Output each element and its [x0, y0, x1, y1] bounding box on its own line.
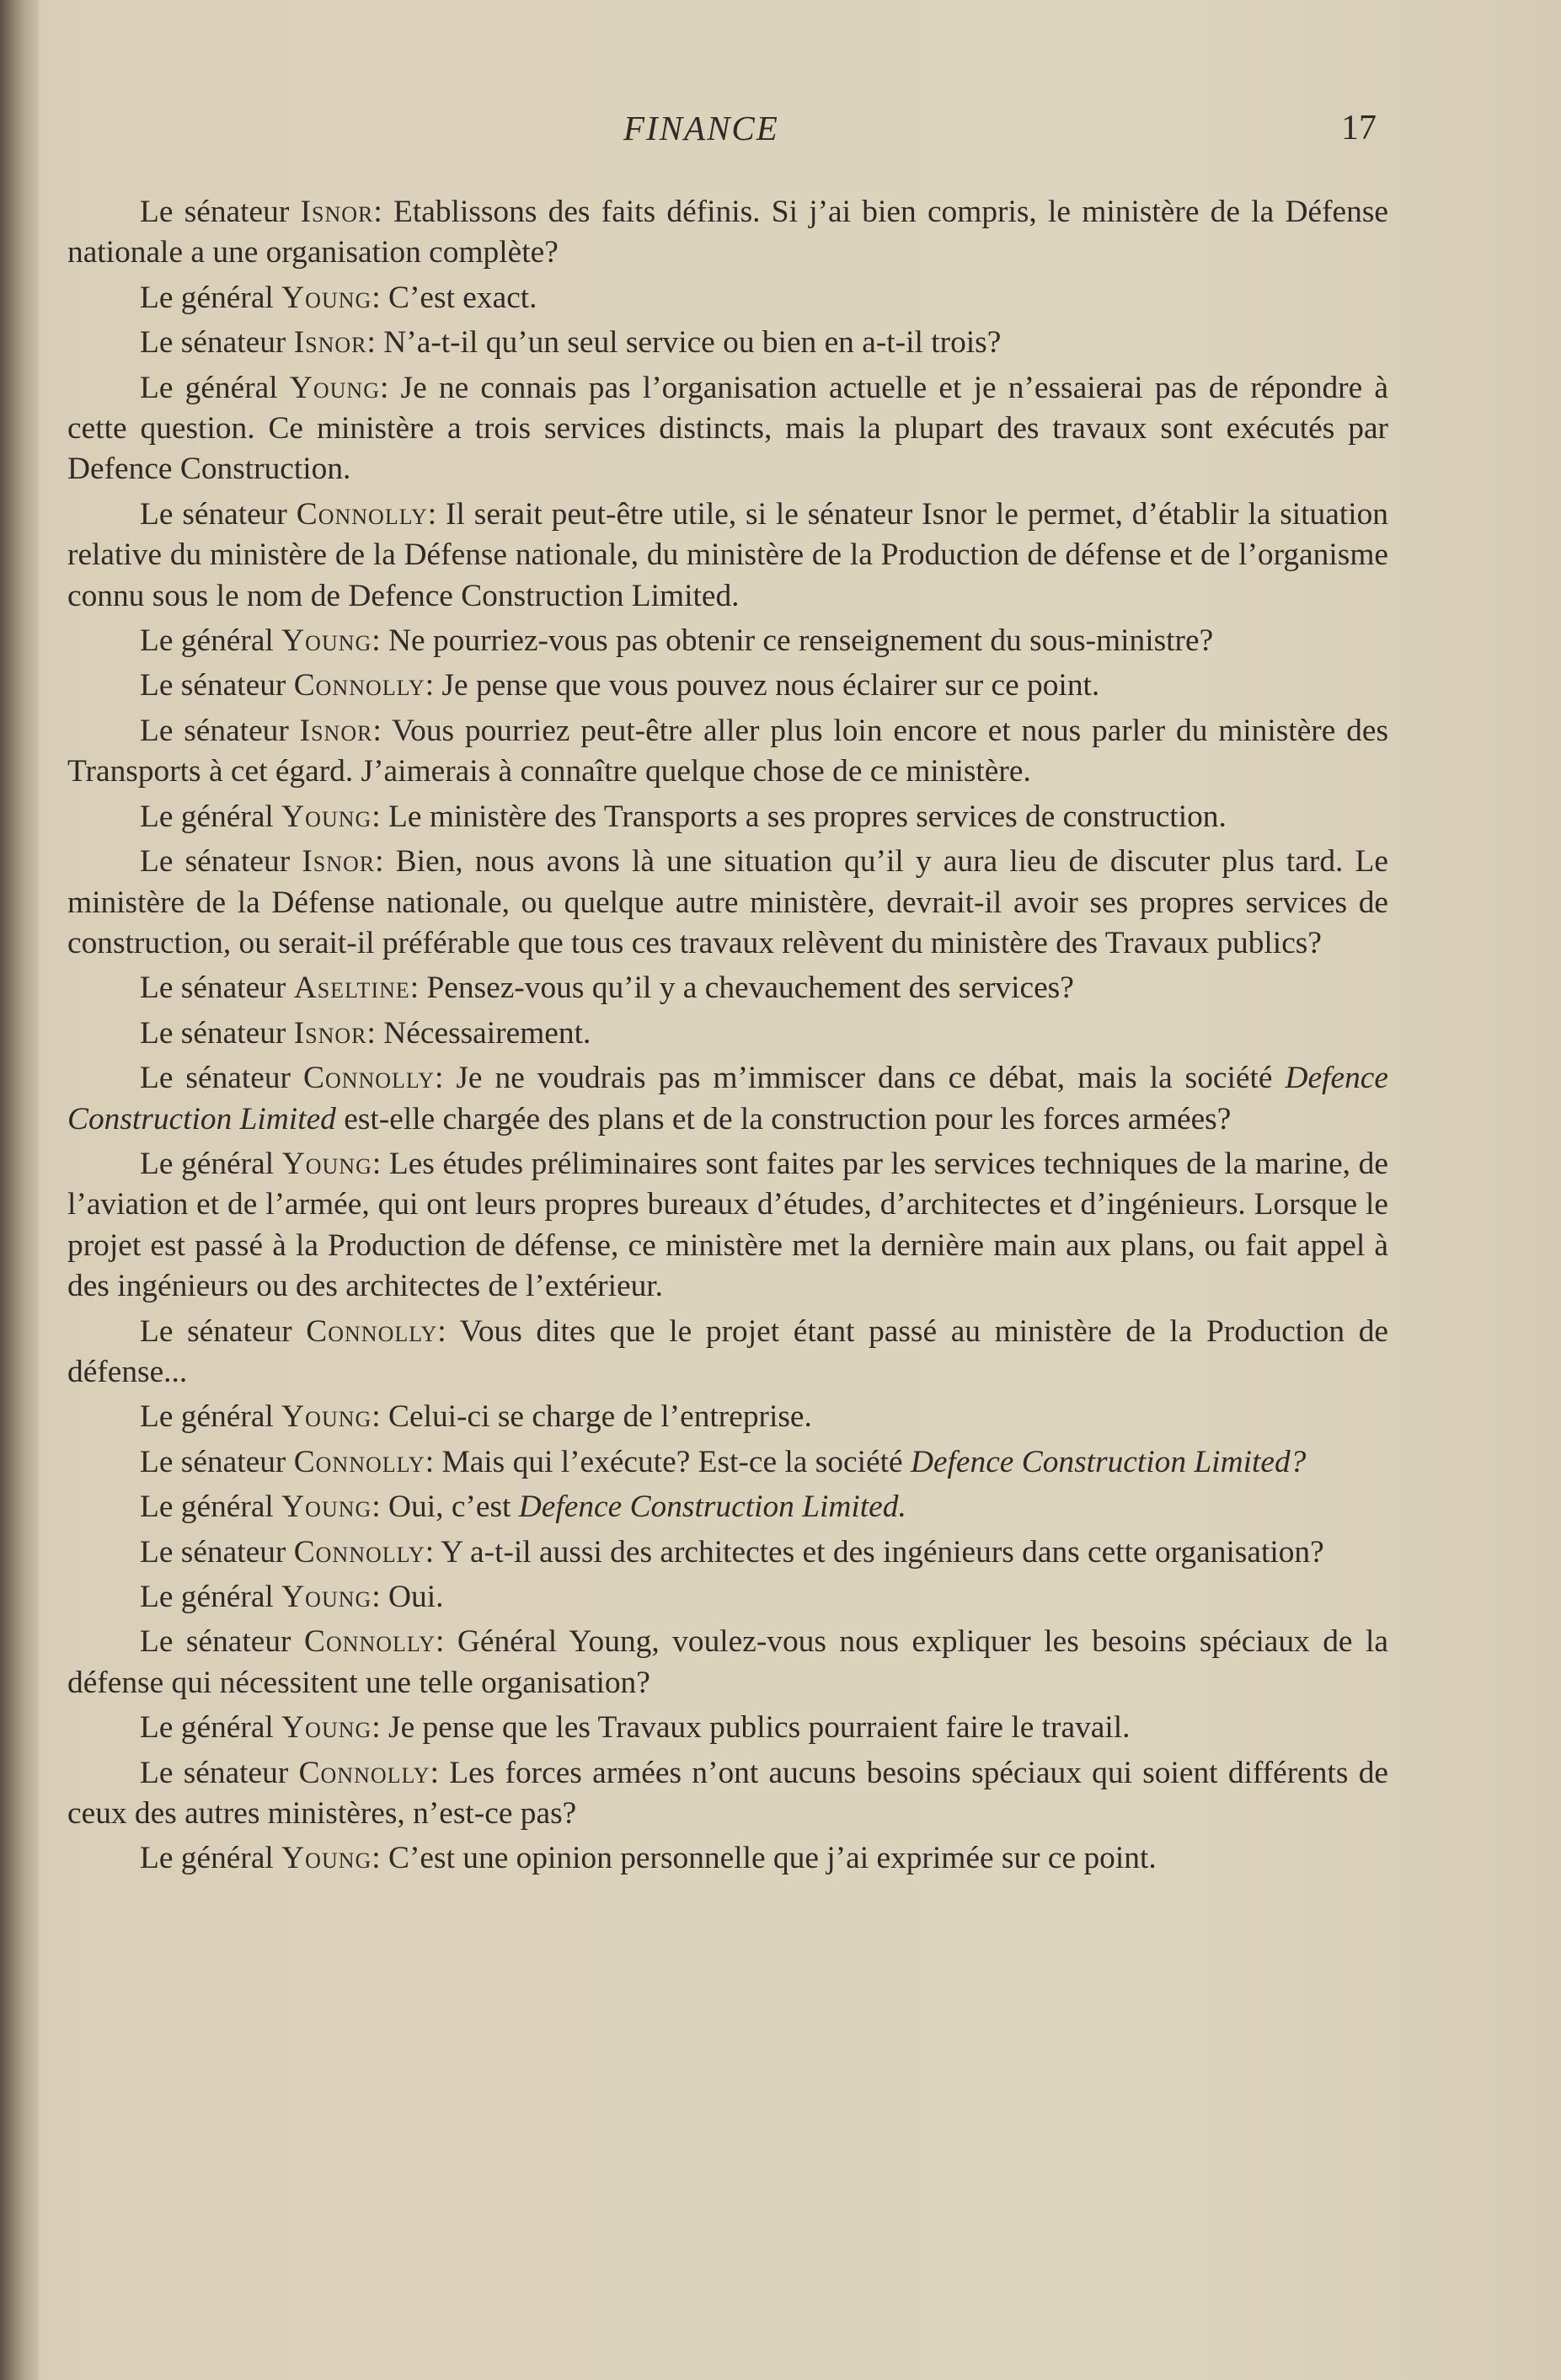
speaker-name: Young — [281, 1490, 372, 1525]
transcript-paragraph: Le sénateur Connolly: Je ne voudrais pas m’immiscer dans ce débat, mais la société Defence Construction Limited est-elle chargée des plans et de la construction pour les forces armées? — [67, 1061, 1388, 1137]
page-number: 17 — [1341, 109, 1377, 147]
speaker-name: Young — [289, 370, 380, 405]
running-header — [0, 108, 1561, 158]
speaker-name: Isnor — [293, 1015, 367, 1051]
transcript-paragraph: Le sénateur Connolly: Y a-t-il aussi des architectes et des ingénieurs dans cette organisation? — [140, 1534, 1324, 1570]
speaker-name: Young — [281, 280, 372, 315]
speaker-name: Young — [281, 1841, 372, 1876]
transcript-paragraph: Le général Young: Les études préliminaires sont faites par les services techniques de la marine, de l’aviation et de l’armée, qui ont leurs propres bureaux d’études, d’architectes et d’ingénieurs. Lorsque le projet est passé à la Production de défense, ce ministère met la dernière main aux plans, ou fait appel à des ingénieurs ou des architectes de l’extérieur. — [67, 1146, 1388, 1304]
transcript-paragraph: Le général Young: Celui-ci se charge de l’entreprise. — [140, 1399, 812, 1435]
speaker-name: Young — [281, 1146, 372, 1181]
transcript-paragraph: Le général Young: Ne pourriez-vous pas obtenir ce renseignement du sous-ministre? — [140, 623, 1214, 659]
transcript-paragraph: Le général Young: Je ne connais pas l’organisation actuelle et je n’essaierai pas de répondre à cette question. Ce ministère a trois services distincts, mais la plupart des travaux sont exécutés par Defence Construction. — [67, 370, 1388, 487]
speaker-name: Isnor — [299, 713, 373, 748]
transcript-paragraph: Le sénateur Isnor: Etablissons des faits définis. Si j’ai bien compris, le ministère de la Défense nationale a une organisation complète? — [67, 195, 1388, 270]
transcript-paragraph: Le général Young: Oui. — [140, 1580, 444, 1614]
speaker-name: Connolly — [298, 1755, 430, 1790]
transcript-paragraph: Le général Young: C’est exact. — [140, 280, 537, 315]
book-binding-edge — [0, 0, 39, 2380]
speaker-name: Connolly — [306, 1313, 438, 1349]
speaker-name: Young — [281, 1710, 372, 1746]
speaker-name: Young — [281, 1399, 372, 1435]
speaker-name: Young — [281, 1580, 372, 1614]
speaker-name: Connolly — [293, 668, 425, 703]
transcript-paragraph: Le sénateur Isnor: N’a-t-il qu’un seul service ou bien en a-t-il trois? — [140, 325, 1002, 361]
transcript-paragraph: Le sénateur Connolly: Je pense que vous pouvez nous éclairer sur ce point. — [140, 668, 1100, 703]
speaker-name: Connolly — [293, 1534, 425, 1570]
transcript-paragraph: Le général Young: Je pense que les Travaux publics pourraient faire le travail. — [140, 1710, 1131, 1746]
running-title: FINANCE — [623, 109, 779, 147]
speaker-name: Connolly — [303, 1061, 435, 1096]
transcript-body — [67, 192, 1388, 1884]
transcript-paragraph: Le sénateur Isnor: Bien, nous avons là une situation qu’il y aura lieu de discuter plus tard. Le ministère de la Défense nationale, ou quelque autre ministère, devrait-il avoir ses propres services de construction, ou serait-il préférable que tous ces travaux relèvent du ministère des Travaux publics? — [67, 844, 1388, 960]
speaker-name: Connolly — [304, 1624, 436, 1660]
speaker-name: Aseltine — [293, 971, 410, 1006]
speaker-name: Connolly — [296, 496, 428, 532]
transcript-paragraph: Le sénateur Connolly: Les forces armées n’ont aucuns besoins spéciaux qui soient différents de ceux des autres ministères, n’est-ce pas? — [67, 1755, 1388, 1832]
speaker-name: Isnor — [293, 325, 367, 361]
italic-company-name: Defence Construction Limited? — [910, 1444, 1307, 1479]
transcript-paragraph: Le général Young: Oui, c’est Defence Construction Limited. — [140, 1490, 906, 1525]
transcript-paragraph: Le sénateur Connolly: Général Young, voulez-vous nous expliquer les besoins spéciaux de la défense qui nécessitent une telle organisation? — [67, 1624, 1388, 1700]
transcript-paragraph: Le sénateur Connolly: Vous dites que le projet étant passé au ministère de la Production de défense... — [67, 1313, 1388, 1389]
speaker-name: Isnor — [300, 195, 374, 229]
transcript-paragraph: Le sénateur Isnor: Vous pourriez peut-être aller plus loin encore et nous parler du ministère des Transports à cet égard. J’aimerais à connaître quelque chose de ce ministère. — [67, 713, 1388, 789]
transcript-paragraph: Le sénateur Connolly: Mais qui l’exécute? Est-ce la société Defence Construction Limited? — [140, 1444, 1307, 1479]
transcript-paragraph: Le général Young: C’est une opinion personnelle que j’ai exprimée sur ce point. — [140, 1841, 1157, 1876]
speaker-name: Isnor — [302, 844, 376, 880]
speaker-name: Connolly — [293, 1444, 425, 1479]
speaker-name: Young — [281, 623, 372, 659]
transcript-paragraph: Le sénateur Connolly: Il serait peut-être utile, si le sénateur Isnor le permet, d’établir la situation relative du ministère de la Défense nationale, du ministère de la Production de défense et de l’organisme connu sous le nom de Defence Construction Limited. — [67, 496, 1388, 613]
italic-company-name: Defence Construction Limited — [67, 1061, 1388, 1137]
italic-company-name: Defence Construction Limited. — [518, 1490, 906, 1525]
speaker-name: Young — [281, 799, 372, 834]
transcript-paragraph: Le sénateur Isnor: Nécessairement. — [140, 1015, 591, 1051]
transcript-paragraph: Le général Young: Le ministère des Transports a ses propres services de construction. — [140, 799, 1227, 834]
transcript-paragraph: Le sénateur Aseltine: Pensez-vous qu’il y a chevauchement des services? — [140, 971, 1074, 1006]
